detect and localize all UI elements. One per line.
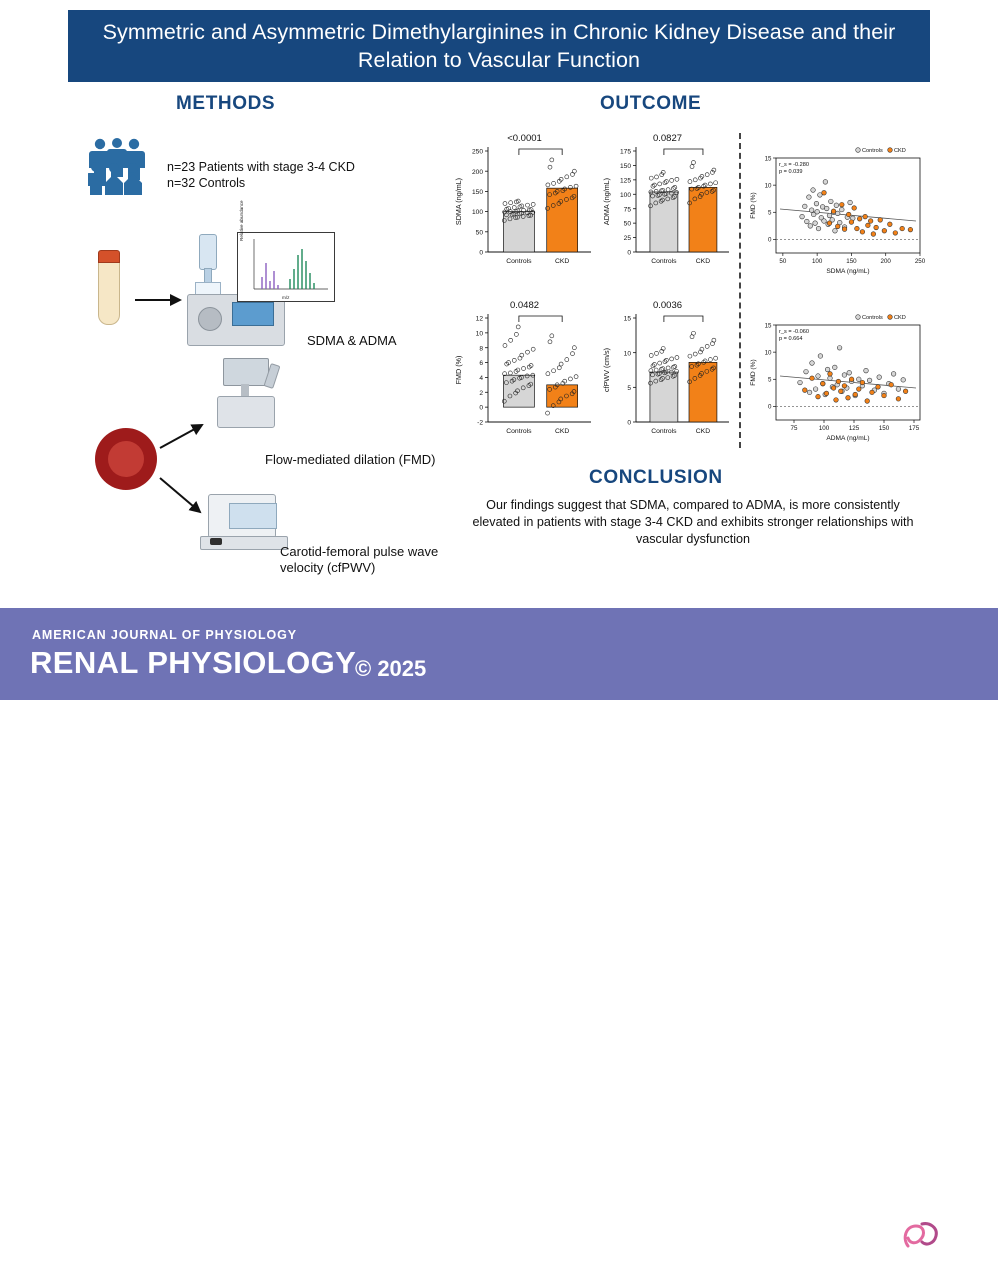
svg-text:150: 150 [619, 163, 631, 171]
svg-text:50: 50 [475, 229, 483, 237]
svg-text:10: 10 [475, 330, 483, 338]
svg-text:0: 0 [768, 403, 772, 411]
svg-text:125: 125 [619, 177, 631, 185]
outcome-heading: OUTCOME [600, 93, 702, 114]
svg-text:200: 200 [880, 258, 891, 265]
footer-bar [0, 608, 998, 1286]
svg-text:0: 0 [627, 419, 631, 427]
svg-text:SDMA (ng/mL): SDMA (ng/mL) [826, 268, 870, 275]
instrument-knob [198, 307, 222, 331]
svg-text:125: 125 [848, 425, 860, 432]
ultrasound-screen [223, 358, 269, 386]
svg-text:CKD: CKD [695, 428, 711, 435]
blood-vessel-icon [95, 428, 157, 490]
svg-text:0: 0 [768, 236, 772, 244]
svg-text:Controls: Controls [651, 428, 677, 435]
svg-text:-2: -2 [477, 419, 483, 427]
methods-heading: METHODS [176, 93, 276, 114]
aps-logo-icon [898, 1220, 946, 1250]
svg-text:CKD: CKD [554, 428, 570, 435]
svg-text:250: 250 [471, 148, 483, 156]
vial-tube [98, 263, 120, 325]
svg-text:6: 6 [479, 360, 483, 368]
pwv-device-screen [229, 503, 277, 529]
svg-text:0: 0 [627, 249, 631, 257]
svg-text:100: 100 [811, 258, 823, 265]
svg-text:250: 250 [914, 258, 926, 265]
svg-text:r_s = -0.280: r_s = -0.280 [779, 162, 810, 168]
footer-copyright: © 2025 [355, 656, 427, 681]
spectrum-y-axis-label: Relative abundance [239, 200, 244, 241]
svg-text:15: 15 [623, 315, 631, 323]
cfpwv-label: Carotid-femoral pulse wave velocity (cfPWV) [280, 544, 439, 575]
svg-text:p = 0.664: p = 0.664 [779, 336, 803, 342]
vial-cap [98, 250, 120, 263]
svg-text:150: 150 [471, 189, 483, 196]
svg-text:5: 5 [627, 384, 631, 392]
svg-text:4: 4 [479, 375, 483, 383]
footer-journal-title: RENAL PHYSIOLOGY [30, 645, 357, 680]
svg-text:Controls: Controls [651, 258, 677, 265]
pwv-device-body [208, 494, 276, 538]
outcome-divider [739, 133, 741, 448]
svg-text:CKD: CKD [894, 148, 906, 154]
svg-text:150: 150 [878, 425, 890, 432]
svg-text:FMD (%): FMD (%) [750, 192, 757, 219]
chart-cfpwv-bar [600, 300, 735, 448]
mass-spectrum-plot [237, 200, 335, 302]
page-title: Symmetric and Asymmetric Dimethylarginines in Chronic Kidney Disease and their Relation to Vascular Function [102, 20, 896, 72]
svg-text:ADMA (ng/mL): ADMA (ng/mL) [602, 177, 611, 226]
svg-text:10: 10 [623, 350, 631, 358]
chart-adma-bar [600, 133, 735, 278]
svg-text:150: 150 [846, 258, 857, 265]
svg-text:10: 10 [764, 182, 772, 190]
svg-text:100: 100 [818, 425, 830, 432]
svg-text:12: 12 [475, 315, 483, 323]
svg-text:2: 2 [479, 389, 483, 397]
aps-logo-line1: american [872, 1248, 923, 1260]
poster-title-bar [68, 10, 930, 82]
svg-text:5: 5 [768, 209, 772, 217]
svg-text:15: 15 [764, 155, 772, 163]
chart-adma-fmd-scatter [748, 303, 928, 448]
patients-group-icon [88, 137, 158, 195]
svg-text:25: 25 [623, 235, 631, 243]
svg-text:75: 75 [623, 206, 631, 214]
svg-text:200: 200 [471, 168, 483, 176]
svg-text:100: 100 [471, 209, 483, 217]
svg-text:50: 50 [779, 258, 787, 265]
aps-logo-line2: physiological [872, 1261, 946, 1273]
svg-text:8: 8 [479, 345, 483, 353]
svg-text:100: 100 [619, 191, 631, 199]
svg-text:SDMA (ng/mL): SDMA (ng/mL) [454, 177, 463, 226]
svg-text:Controls: Controls [506, 258, 532, 265]
svg-text:cfPWV (cm/s): cfPWV (cm/s) [602, 348, 611, 392]
chart-sdma-pvalue: <0.0001 [507, 133, 542, 144]
svg-text:50: 50 [623, 220, 631, 228]
spectrum-x-axis-label: m/z [282, 295, 290, 300]
blood-vial-icon [98, 250, 120, 325]
ultrasound-machine-icon [205, 358, 289, 430]
svg-text:CKD: CKD [554, 258, 570, 265]
svg-text:Controls: Controls [862, 148, 883, 154]
aps-logo-text [872, 1248, 946, 1287]
svg-text:0: 0 [479, 249, 483, 257]
svg-text:ADMA (ng/mL): ADMA (ng/mL) [826, 435, 870, 442]
svg-text:CKD: CKD [894, 315, 906, 321]
pwv-device-sensor [210, 538, 222, 545]
svg-text:175: 175 [908, 425, 920, 432]
svg-text:p = 0.039: p = 0.039 [779, 169, 803, 175]
svg-text:CKD: CKD [695, 258, 711, 265]
instrument-screen [232, 302, 274, 326]
chart-fmd-pvalue: 0.0482 [509, 300, 540, 311]
svg-text:Controls: Controls [506, 428, 532, 435]
svg-text:FMD (%): FMD (%) [750, 359, 757, 386]
chart-sdma-fmd-scatter [748, 136, 928, 281]
svg-text:FMD (%): FMD (%) [454, 355, 463, 385]
sample-size-patients: n=23 Patients with stage 3-4 CKD [167, 160, 355, 174]
svg-text:5: 5 [768, 376, 772, 384]
chart-fmd-bar [452, 300, 597, 448]
svg-text:r_s = -0.060: r_s = -0.060 [779, 329, 810, 335]
footer-society-line: AMERICAN JOURNAL OF PHYSIOLOGY [32, 628, 297, 642]
ultrasound-stand [241, 384, 249, 396]
sample-size-controls: n=32 Controls [167, 176, 246, 190]
svg-text:75: 75 [790, 425, 798, 432]
ultrasound-base [217, 396, 275, 428]
chart-adma-pvalue: 0.0827 [652, 133, 683, 144]
svg-text:175: 175 [619, 148, 631, 156]
svg-text:15: 15 [764, 322, 772, 330]
svg-text:Controls: Controls [862, 315, 883, 321]
fmd-label: Flow-mediated dilation (FMD) [265, 452, 436, 467]
svg-text:10: 10 [764, 349, 772, 357]
aps-logo-line3: society [872, 1274, 912, 1286]
chart-cfpwv-pvalue: 0.0036 [652, 300, 683, 311]
svg-text:0: 0 [479, 404, 483, 412]
assay-label: SDMA & ADMA [307, 333, 397, 348]
sample-size-text [167, 159, 427, 191]
mass-spectrometry-illustration [185, 200, 385, 344]
chart-sdma-bar [452, 133, 597, 278]
pipette-body [199, 234, 217, 270]
conclusion-text: Our findings suggest that SDMA, compared to ADMA, is more consistently elevated in patients with stage 3-4 CKD and exhibits stronger relationships with vascular dysfunction [472, 498, 914, 546]
conclusion-heading: CONCLUSION [589, 467, 723, 488]
